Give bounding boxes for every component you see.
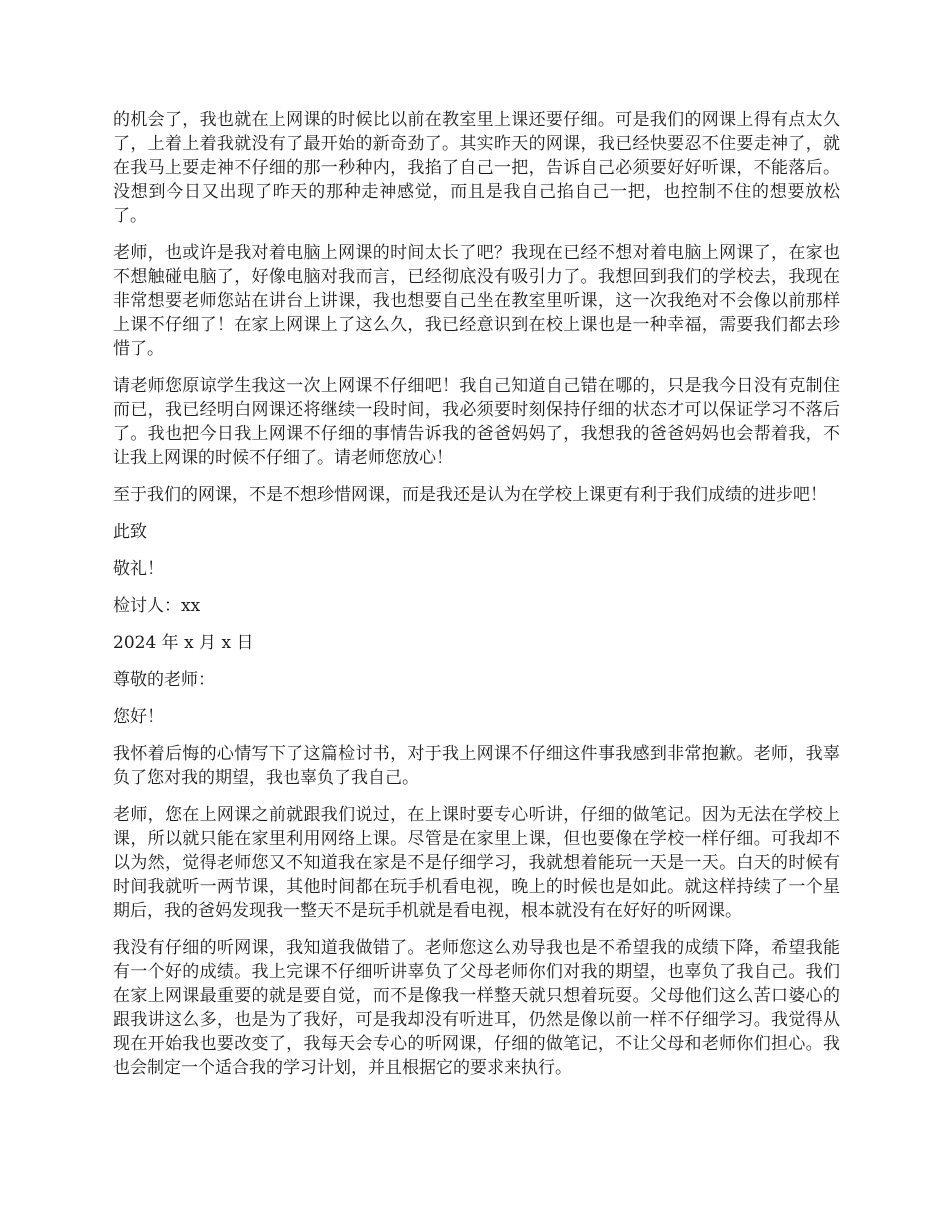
- paragraph-attitude-change: 的机会了，我也就在上网课的时候比以前在教室里上课还要仔细。可是我们的网课上得有点太久了，上着上着我就没有了最开始的新奇劲了。其实昨天的网课，我已经快要忍不住要走神了，就在我马上要走神不仔细的那一秒种内，我掐了自己一把，告诉自己必须要好好听课，不能落后。没想到今日又出现了昨天的那种走神感觉，而且是我自己掐自己一把，也控制不住的想要放松了。: [113, 110, 840, 226]
- paragraph-opinion: 至于我们的网课，不是不想珍惜网课，而是我还是认为在学校上课更有利于我们成绩的进步吧！: [113, 485, 827, 505]
- paragraph-computer-fatigue: 老师，也或许是我对着电脑上网课的时间太长了吧？我现在已经不想对着电脑上网课了，在家也不想触碰电脑了，好像电脑对我而言，已经彻底没有吸引力了。我想回到我们的学校去，我现在非常想要老师您站在讲台上讲课，我也想要自己坐在教室里听课，这一次我绝对不会像以前那样上课不仔细了！在家上网课上了这么久，我已经意识到在校上课也是一种幸福，需要我们都去珍惜了。: [113, 243, 840, 359]
- paragraph-apology-request: 请老师您原谅学生我这一次上网课不仔细吧！我自己知道自己错在哪的，只是我今日没有克制住而已，我已经明白网课还将继续一段时间，我必须要时刻保持仔细的状态才可以保证学习不落后了。我也把今日我上网课不仔细的事情告诉我的爸爸妈妈了，我想我的爸爸妈妈也会帮着我，不让我上网课的时候不仔细了。请老师您放心！: [113, 376, 840, 468]
- date-line: 2024 年 x 月 x 日: [113, 633, 254, 653]
- signature-line: 检讨人：xx: [113, 596, 201, 616]
- closing-salutation: 此致: [113, 522, 147, 542]
- paragraph-intro-apology: 我怀着后悔的心情写下了这篇检讨书，对于我上网课不仔细这件事我感到非常抱歉。老师，我辜负了您对我的期望，我也辜负了我自己。: [113, 744, 840, 788]
- paragraph-resolution: 我没有仔细的听网课，我知道我做错了。老师您这么劝导我也是不希望我的成绩下降，希望我能有一个好的成绩。我上完课不仔细听讲辜负了父母老师你们对我的期望，也辜负了我自己。我们在家上网课最重要的就是要自觉，而不是像我一样整天就只想着玩耍。父母他们这么苦口婆心的跟我讲这么多，也是为了我好，可是我却没有听进耳，仍然是像以前一样不仔细学习。我觉得从现在开始我也要改变了，我每天会专心的听网课，仔细的做笔记，不让父母和老师你们担心。我也会制定一个适合我的学习计划，并且根据它的要求来执行。: [113, 938, 840, 1078]
- greeting-hello: 您好！: [113, 707, 164, 727]
- document-body: [113, 108, 840, 1093]
- paragraph-background: 老师，您在上网课之前就跟我们说过，在上课时要专心听讲，仔细的做笔记。因为无法在学校上课，所以就只能在家里利用网络上课。尽管是在家里上课，但也要像在学校一样仔细。可我却不以为然，觉得老师您又不知道我在家是不是仔细学习，我就想着能玩一天是一天。白天的时候有时间我就听一两节课，其他时间都在玩手机看电视，晚上的时候也是如此。就这样持续了一个星期后，我的爸妈发现我一整天不是玩手机就是看电视，根本就没有在好好的听网课。: [113, 805, 840, 921]
- greeting-addressee: 尊敬的老师：: [113, 670, 215, 690]
- closing-regards: 敬礼！: [113, 559, 164, 579]
